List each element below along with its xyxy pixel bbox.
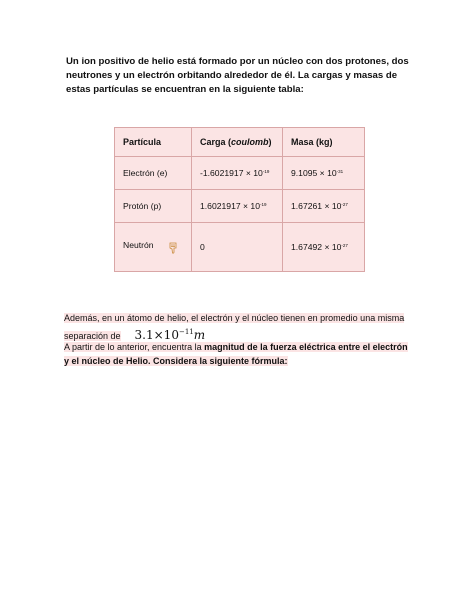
- table-row: [115, 190, 365, 223]
- formula-base: 3.1×10: [134, 328, 179, 342]
- charge-exponent: -19: [259, 202, 267, 207]
- cell-charge: [192, 190, 283, 223]
- header-mass: Masa (kg): [283, 128, 365, 157]
- cell-particle: Protón (p): [115, 190, 192, 223]
- cell-mass: [283, 223, 365, 272]
- hand-icon: [168, 242, 178, 254]
- separation-line-2: separación de: [64, 331, 121, 341]
- table-header-row: [115, 128, 365, 157]
- instruction-prefix: A partir de lo anterior, encuentra la: [64, 342, 205, 352]
- cell-particle: Electrón (e): [115, 157, 192, 190]
- header-charge-prefix: Carga (: [200, 137, 232, 147]
- charge-exponent: -19: [262, 169, 270, 174]
- mass-exponent: -27: [341, 202, 348, 207]
- mass-exponent: -27: [341, 243, 348, 248]
- particle-label: Neutrón: [123, 240, 154, 250]
- instruction-paragraph: [64, 340, 412, 368]
- particle-table: [114, 127, 365, 272]
- mass-value: 1.67261 × 10: [291, 201, 342, 211]
- cell-mass: [283, 190, 365, 223]
- formula-unit: m: [193, 328, 206, 342]
- formula-exponent: −11: [178, 328, 194, 336]
- header-charge-suffix: ): [268, 137, 272, 147]
- charge-value: 0: [200, 242, 205, 252]
- table-row: [115, 157, 365, 190]
- mass-value: 1.67492 × 10: [291, 242, 342, 252]
- header-charge: [192, 128, 283, 157]
- cell-charge: [192, 223, 283, 272]
- table-row: [115, 223, 365, 272]
- separation-paragraph: [64, 311, 412, 343]
- header-charge-unit: coulomb: [231, 137, 269, 147]
- separation-line-1: Además, en un átomo de helio, el electrón y el núcleo tienen en promedio una misma: [64, 313, 405, 323]
- mass-exponent: -31: [336, 169, 344, 174]
- cell-mass: [283, 157, 365, 190]
- header-particle: Partícula: [115, 128, 192, 157]
- mass-value: 9.1095 × 10: [291, 168, 337, 178]
- charge-value: 1.6021917 × 10: [200, 201, 260, 211]
- charge-value: -1.6021917 × 10: [200, 168, 263, 178]
- cell-charge: [192, 157, 283, 190]
- intro-paragraph: Un ion positivo de helio está formado por un núcleo con dos protones, dos neutrones y un electrón orbitando alrededor de él. La cargas y masas de estas partículas se encuentran en la siguiente tabla:: [66, 56, 409, 95]
- cell-particle: [115, 223, 192, 272]
- instruction-bold: magnitud de la fuerza eléctrica entre el electrón y el núcleo de Helio. Considera la siguiente fórmula:: [64, 342, 408, 366]
